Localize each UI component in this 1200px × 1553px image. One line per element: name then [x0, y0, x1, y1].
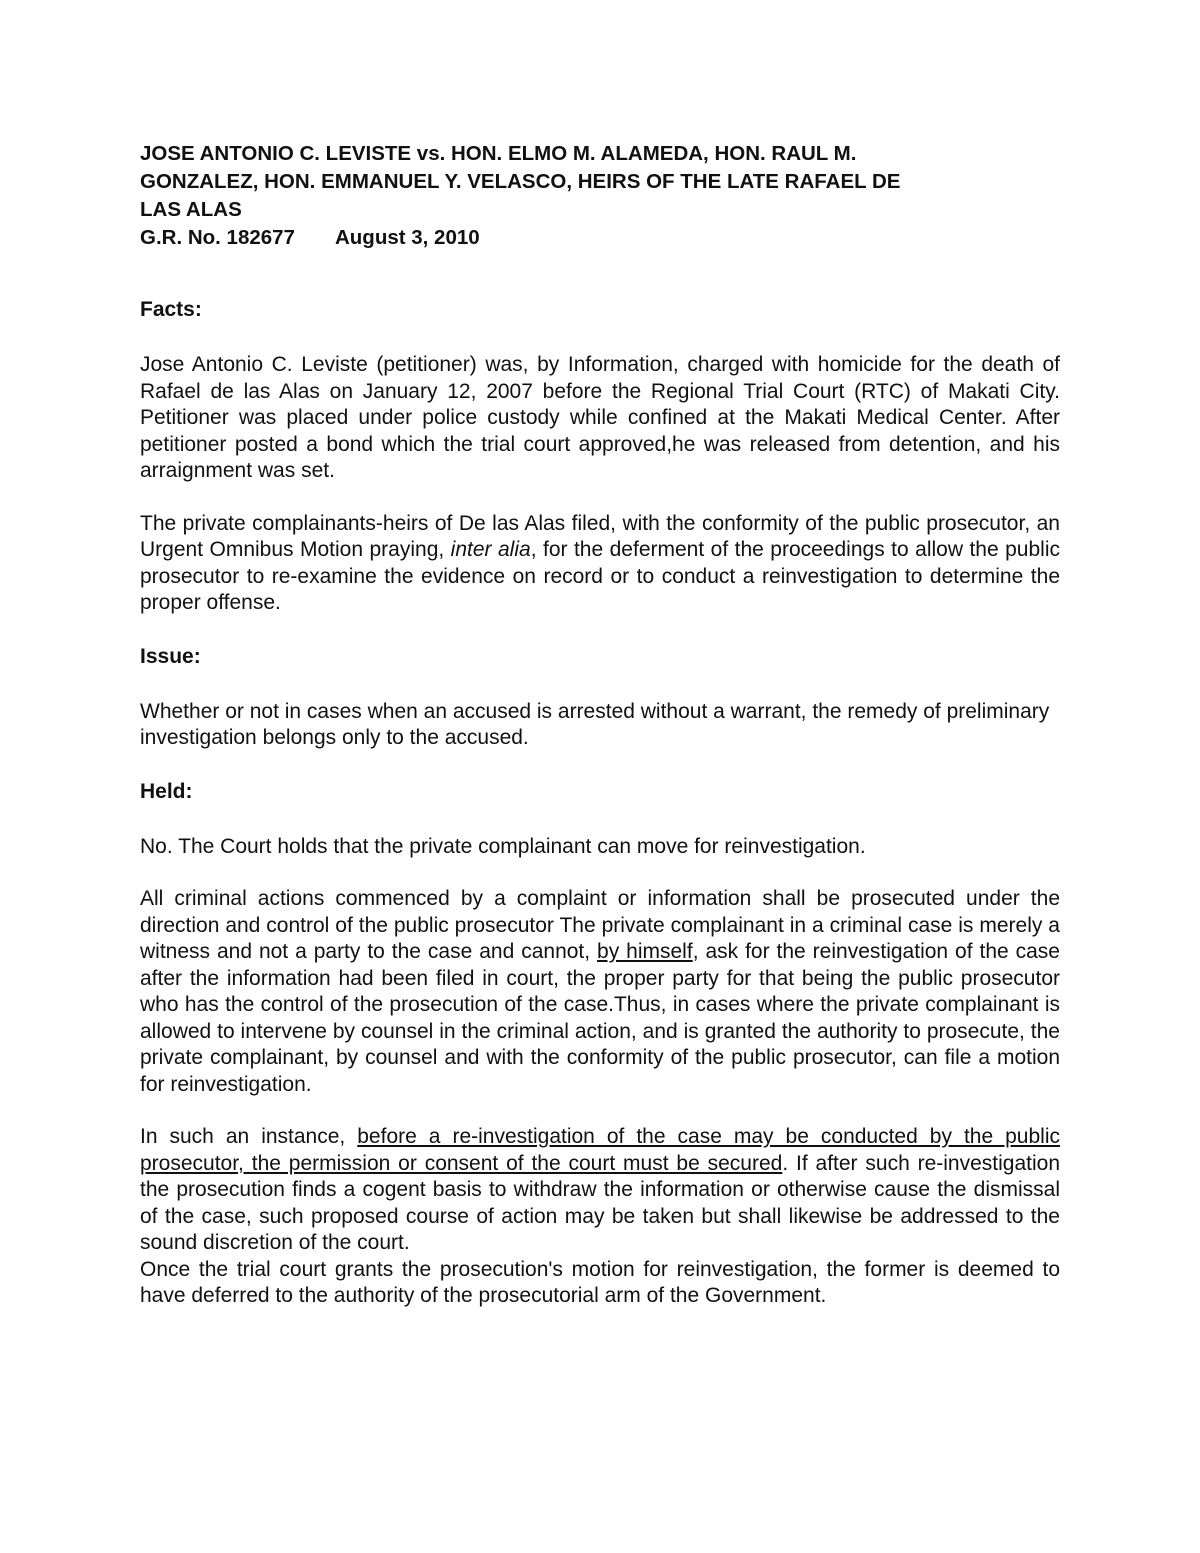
- facts-paragraph-2-text-a: The private complainants-heirs of De las Alas filed, with the conformity of the public prosecutor, an Urgent Omnibus Motion praying,: [140, 511, 1060, 561]
- held-paragraph-2-text-a: All criminal actions commenced by a complaint or information shall be prosecuted under the direction and control of the public prosecutor The private complainant in a criminal case is merely a witness and not a party to the case and cannot,: [140, 887, 1060, 963]
- held-paragraph-4: Once the trial court grants the prosecution's motion for reinvestigation, the former is deemed to have deferred to the authority of the prosecutorial arm of the Government.: [140, 1257, 1060, 1307]
- issue-text: Whether or not in cases when an accused is arrested without a warrant, the remedy of preliminary investigation belongs only to the accused.: [140, 699, 1050, 749]
- held-paragraph-2: [140, 886, 1060, 1098]
- held-paragraph-3-text-a: In such an instance,: [140, 1125, 358, 1148]
- facts-paragraph-1: Jose Antonio C. Leviste (petitioner) was, by Information, charged with homicide for the death of Rafael de las Alas on January 12, 2007 before the Regional Trial Court (RTC) of Makati City. Petitioner was placed under police custody while confined at the Makati Medical Center. After petitioner posted a bond which the trial court approved,he was released from detention, and his arraignment was set.: [140, 353, 1060, 482]
- held-heading: Held:: [140, 779, 193, 803]
- case-reference: [140, 224, 1060, 252]
- gr-number: G.R. No. 182677: [140, 226, 295, 249]
- held-paragraph-3-underlined: before a re-investigation of the case may be conducted by the public prosecutor, the permission or consent of the court must be secured: [140, 1125, 1061, 1175]
- held-paragraph-3: [140, 1124, 1060, 1257]
- case-title-line-1: JOSE ANTONIO C. LEVISTE vs. HON. ELMO M. ALAMEDA, HON. RAUL M.: [140, 142, 857, 165]
- case-title-line-2: GONZALEZ, HON. EMMANUEL Y. VELASCO, HEIRS OF THE LATE RAFAEL DE: [140, 170, 901, 193]
- decision-date: August 3, 2010: [334, 226, 480, 249]
- held-paragraph-2-text-b: , ask for the reinvestigation of the case after the information had been filed in court, the proper party for that being the public prosecutor who has the control of the prosecution of the case.Thus, in cases where the private complainant is allowed to intervene by counsel in the criminal action, and is granted the authority to prosecute, the private complainant, by counsel and with the conformity of the public prosecutor, can file a motion for reinvestigation.: [140, 940, 1060, 1096]
- facts-paragraph-2-text-b: , for the deferment of the proceedings to allow the public prosecutor to re-examine the evidence on record or to conduct a reinvestigation to determine the proper offense.: [140, 538, 1060, 614]
- facts-heading: Facts:: [140, 298, 202, 321]
- facts-paragraph-2: [140, 511, 1060, 617]
- held-paragraph-2-underlined: by himself: [597, 940, 693, 963]
- case-title-line-3: LAS ALAS: [140, 198, 242, 221]
- held-paragraph-3-text-b: . If after such re-investigation the prosecution finds a cogent basis to withdraw the information or otherwise cause the dismissal of the case, such proposed course of action may be taken but shall likewise be addressed to the sound discretion of the court.: [140, 1151, 1060, 1254]
- issue-heading: Issue:: [140, 644, 201, 668]
- facts-paragraph-2-italic: inter alia: [450, 538, 531, 561]
- case-title: [140, 140, 1060, 252]
- held-paragraph-1: No. The Court holds that the private complainant can move for reinvestigation.: [140, 834, 866, 858]
